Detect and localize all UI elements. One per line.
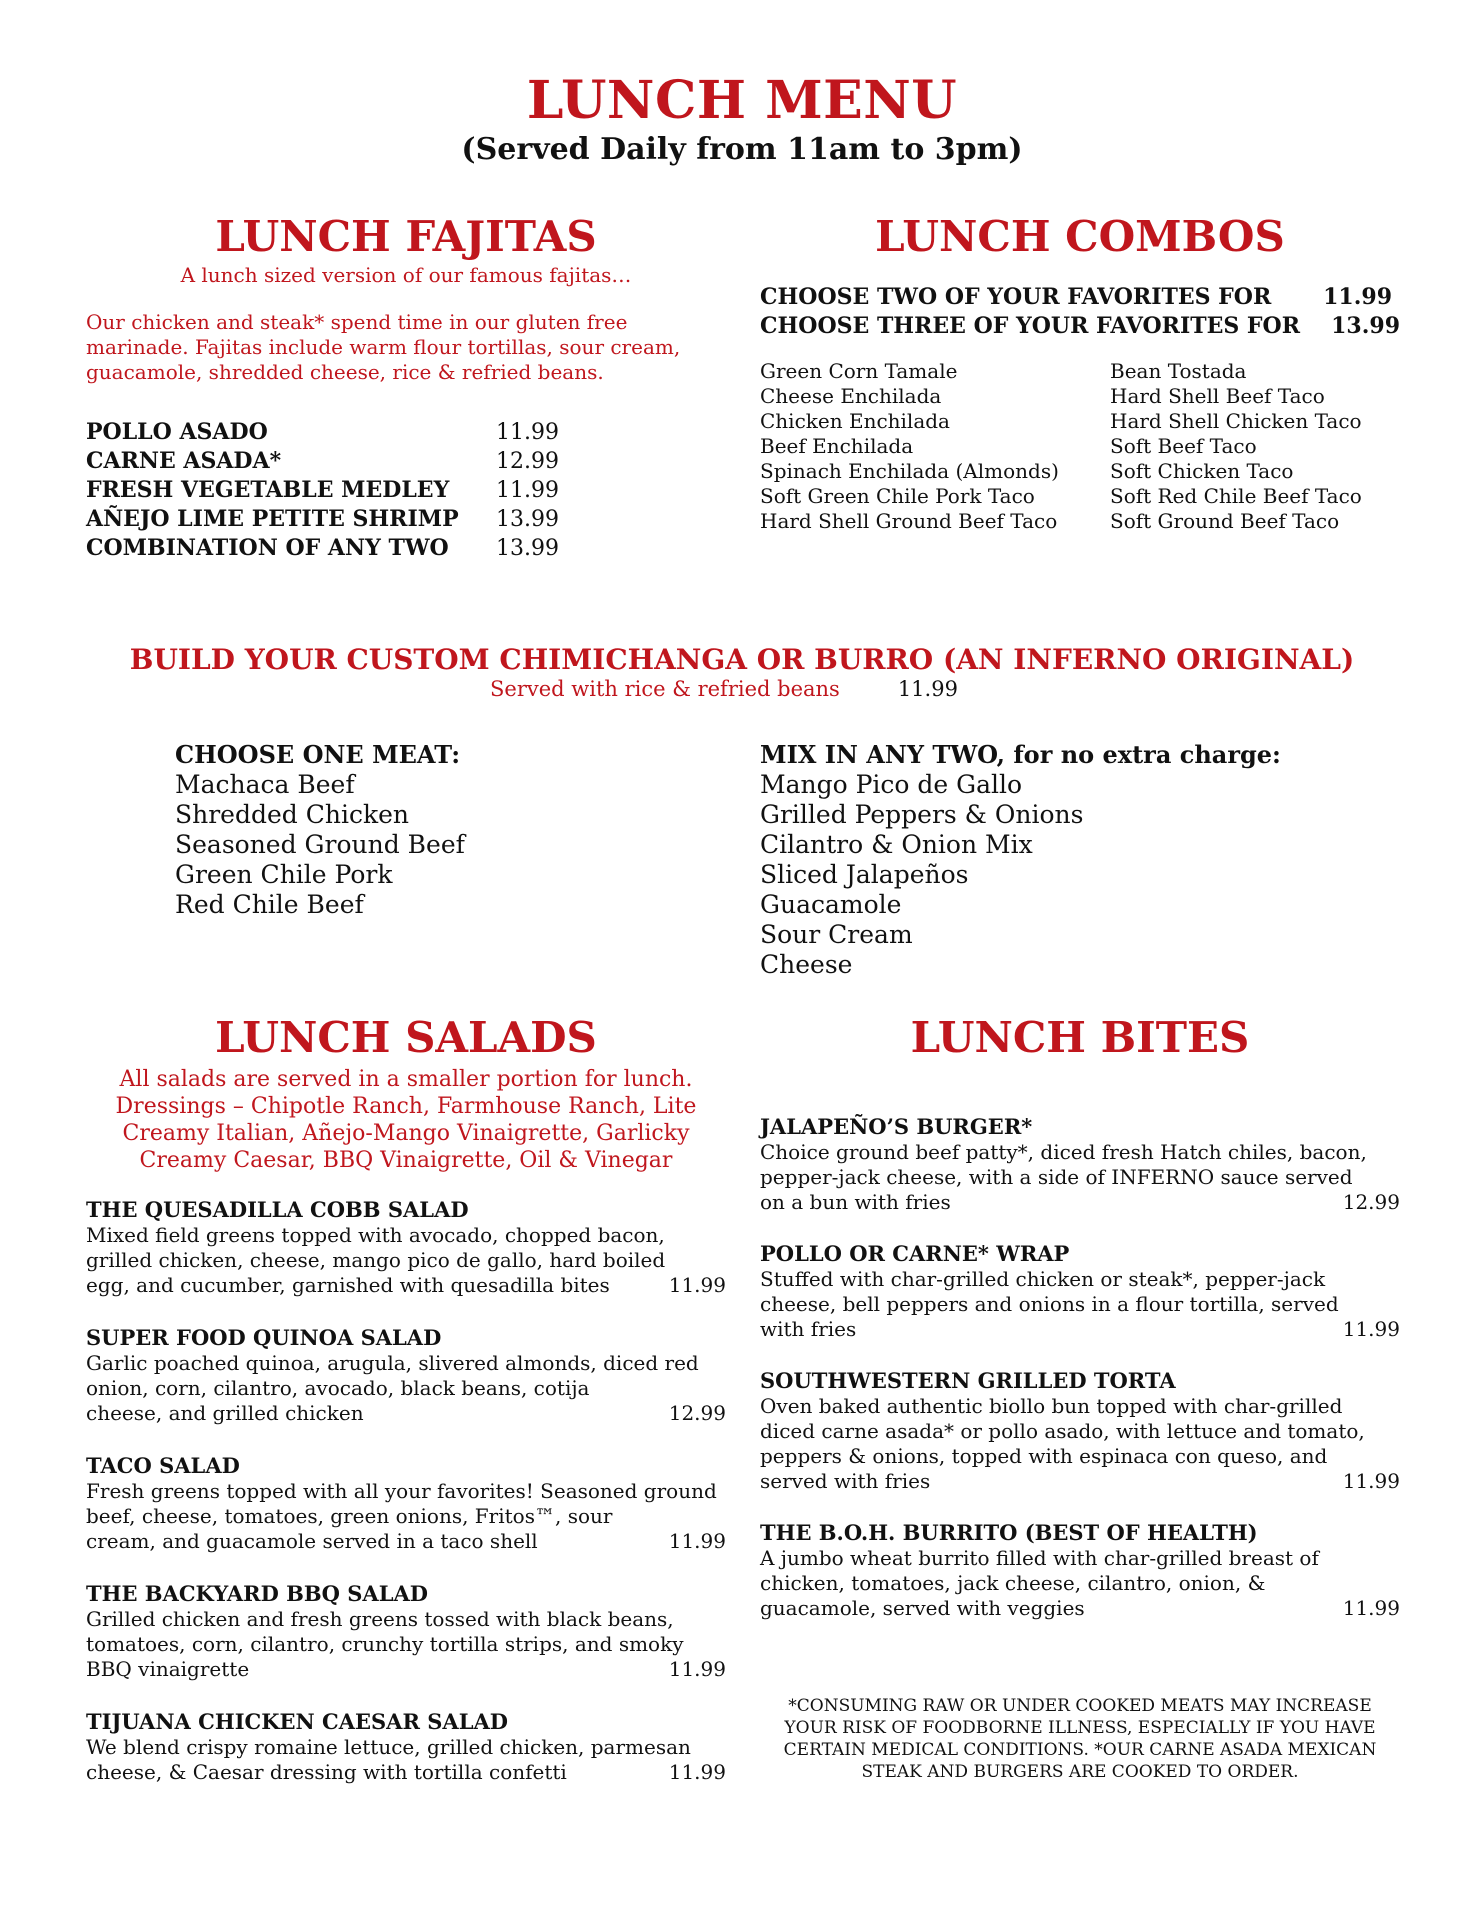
list-item: Spinach Enchilada (Almonds) bbox=[760, 459, 1059, 483]
item-desc: Oven baked authentic biollo bun topped with char-grilled diced carne asada* or pollo asado, with lettuce and tomato, peppers & onions, topped with espinaca con queso, and bbox=[760, 1394, 1365, 1468]
item-price: 11.99 bbox=[668, 1529, 726, 1553]
list-item bbox=[86, 505, 606, 534]
list-item bbox=[86, 447, 606, 476]
list-item: Soft Chicken Taco bbox=[1110, 459, 1294, 483]
salads-title: LUNCH SALADS bbox=[215, 1013, 597, 1062]
list-item: Shredded Chicken bbox=[175, 800, 409, 829]
item-price: 11.99 bbox=[1342, 1596, 1400, 1620]
item-desc: Fresh greens topped with all your favorites! Seasoned ground beef, cheese, tomatoes, green onions, Fritos™, sour bbox=[86, 1479, 717, 1528]
page-title: LUNCH MENU bbox=[526, 70, 958, 131]
item-price: 11.99 bbox=[1342, 1317, 1400, 1341]
list-item: Cheese bbox=[760, 950, 853, 979]
item-price: 11.99 bbox=[668, 1273, 726, 1297]
list-item: Cilantro & Onion Mix bbox=[760, 830, 1033, 859]
list-item: Beef Enchilada bbox=[760, 434, 914, 458]
combos-section bbox=[760, 212, 1400, 534]
item-name: POLLO ASADO bbox=[86, 419, 268, 445]
fajitas-description: Our chicken and steak* spend time in our gluten free marinade. Fajitas include warm flour tortillas, sour cream, guacamole, shredded cheese, rice & refried beans. bbox=[86, 310, 681, 384]
item-name: COMBINATION OF ANY TWO bbox=[86, 535, 449, 561]
item-desc: Grilled chicken and fresh greens tossed with black beans, tomatoes, corn, cilantro, crunchy tortilla strips, and smoky bbox=[86, 1607, 684, 1656]
bite-item bbox=[760, 1368, 1400, 1494]
chimichanga-served-row bbox=[490, 677, 1010, 701]
page-subtitle: (Served Daily from 11am to 3pm) bbox=[461, 132, 1023, 167]
list-item: Mango Pico de Gallo bbox=[760, 770, 1023, 799]
list-item: Hard Shell Beef Taco bbox=[1110, 384, 1325, 408]
meat-heading: CHOOSE ONE MEAT: bbox=[175, 740, 461, 769]
chimichanga-price: 11.99 bbox=[897, 677, 958, 701]
combos-col-2 bbox=[1110, 359, 1400, 534]
bite-item bbox=[760, 1114, 1400, 1215]
salad-item bbox=[86, 1325, 726, 1426]
list-item bbox=[86, 476, 606, 505]
item-name: THE QUESADILLA COBB SALAD bbox=[86, 1197, 469, 1222]
list-item: Sliced Jalapeños bbox=[760, 860, 969, 889]
choose-three-price: 13.99 bbox=[1331, 313, 1400, 339]
list-item bbox=[86, 418, 606, 447]
fajitas-list bbox=[86, 418, 606, 563]
item-desc: A jumbo wheat burrito filled with char-grilled breast of chicken, tomatoes, jack cheese, cilantro, onion, & bbox=[760, 1546, 1319, 1595]
mixin-options bbox=[760, 740, 1400, 980]
item-price: 11.99 bbox=[496, 478, 559, 503]
item-desc-last: served with fries bbox=[760, 1469, 931, 1493]
item-desc: Choice ground beef patty*, diced fresh Hatch chiles, bacon, pepper-jack cheese, with a side of INFERNO sauce served bbox=[760, 1140, 1367, 1189]
item-name: SUPER FOOD QUINOA SALAD bbox=[86, 1325, 442, 1350]
combos-options bbox=[760, 359, 1400, 534]
list-item: Soft Ground Beef Taco bbox=[1110, 509, 1340, 533]
list-item: Sour Cream bbox=[760, 920, 913, 949]
item-price: 13.99 bbox=[496, 536, 559, 561]
list-item: Chicken Enchilada bbox=[760, 409, 950, 433]
combos-pricing bbox=[760, 283, 1400, 341]
item-price: 12.99 bbox=[668, 1401, 726, 1425]
item-desc-last: cheese, and grilled chicken bbox=[86, 1401, 364, 1425]
item-name: AÑEJO LIME PETITE SHRIMP bbox=[86, 506, 459, 532]
item-desc: Garlic poached quinoa, arugula, slivered almonds, diced red onion, corn, cilantro, avocado, black beans, cotija bbox=[86, 1351, 699, 1400]
fajitas-tagline: A lunch sized version of our famous fajitas… bbox=[180, 263, 632, 287]
list-item: Green Chile Pork bbox=[175, 860, 393, 889]
list-item: Machaca Beef bbox=[175, 770, 355, 799]
list-item: Soft Red Chile Beef Taco bbox=[1110, 484, 1362, 508]
salads-intro: All salads are served in a smaller portion for lunch. Dressings – Chipotle Ranch, Farmhouse Ranch, Lite Creamy Italian, Añejo-Mango Vinaigrette, Garlicky Creamy Caesar, BBQ Vinaigrette, Oil & Vinegar bbox=[115, 1067, 697, 1173]
choose-two-price: 11.99 bbox=[1323, 284, 1392, 310]
item-name: TACO SALAD bbox=[86, 1453, 240, 1478]
list-item: Seasoned Ground Beef bbox=[175, 830, 465, 859]
item-price: 11.99 bbox=[496, 420, 559, 445]
item-name: CARNE ASADA* bbox=[86, 448, 282, 474]
item-desc-last: on a bun with fries bbox=[760, 1190, 951, 1214]
list-item: Hard Shell Chicken Taco bbox=[1110, 409, 1362, 433]
combos-title: LUNCH COMBOS bbox=[875, 212, 1285, 261]
chimichanga-served: Served with rice & refried beans bbox=[490, 677, 840, 701]
item-desc-last: guacamole, served with veggies bbox=[760, 1596, 1085, 1620]
list-item: Soft Green Chile Pork Taco bbox=[760, 484, 1035, 508]
bite-item bbox=[760, 1520, 1400, 1621]
list-item: Bean Tostada bbox=[1110, 359, 1247, 383]
item-desc: Stuffed with char-grilled chicken or steak*, pepper-jack cheese, bell peppers and onions in a flour tortilla, served bbox=[760, 1267, 1339, 1316]
item-desc-last: cheese, & Caesar dressing with tortilla confetti bbox=[86, 1760, 567, 1784]
bites-section bbox=[760, 1013, 1400, 1783]
list-item: Hard Shell Ground Beef Taco bbox=[760, 509, 1058, 533]
mix-heading: MIX IN ANY TWO, for no extra charge: bbox=[760, 740, 1281, 769]
item-name: JALAPEÑO’S BURGER* bbox=[760, 1114, 1033, 1139]
disclaimer: *CONSUMING RAW OR UNDER COOKED MEATS MAY INCREASE YOUR RISK OF FOODBORNE ILLNESS, ESPECIALLY IF YOU HAVE CERTAIN MEDICAL CONDITIONS. *OUR CARNE ASADA MEXICAN STEAK AND BURGERS ARE COOKED TO ORDER. bbox=[783, 1696, 1377, 1782]
choose-two-label: CHOOSE TWO OF YOUR FAVORITES FOR bbox=[760, 284, 1272, 310]
item-price: 13.99 bbox=[496, 507, 559, 532]
list-item: Grilled Peppers & Onions bbox=[760, 800, 1084, 829]
item-name: POLLO OR CARNE* WRAP bbox=[760, 1241, 1070, 1266]
item-name: THE BACKYARD BBQ SALAD bbox=[86, 1581, 428, 1606]
item-desc-last: with fries bbox=[760, 1317, 857, 1341]
item-desc: Mixed field greens topped with avocado, chopped bacon, grilled chicken, cheese, mango pico de gallo, hard boiled bbox=[86, 1223, 666, 1272]
item-price: 11.99 bbox=[668, 1657, 726, 1681]
meat-options bbox=[175, 740, 695, 920]
fajitas-section bbox=[86, 212, 726, 563]
list-item: Green Corn Tamale bbox=[760, 359, 958, 383]
chimichanga-title: BUILD YOUR CUSTOM CHIMICHANGA OR BURRO (AN INFERNO ORIGINAL) bbox=[129, 643, 1355, 676]
item-desc-last: cream, and guacamole served in a taco shell bbox=[86, 1529, 538, 1553]
item-price: 11.99 bbox=[1342, 1469, 1400, 1493]
item-price: 12.99 bbox=[1342, 1190, 1400, 1214]
item-name: THE B.O.H. BURRITO (BEST OF HEALTH) bbox=[760, 1520, 1258, 1545]
fajitas-title: LUNCH FAJITAS bbox=[215, 212, 597, 261]
salad-item bbox=[86, 1453, 726, 1554]
list-item: Guacamole bbox=[760, 890, 902, 919]
item-desc: We blend crispy romaine lettuce, grilled chicken, parmesan bbox=[86, 1735, 691, 1759]
choose-three-label: CHOOSE THREE OF YOUR FAVORITES FOR bbox=[760, 313, 1300, 339]
item-price: 12.99 bbox=[496, 449, 559, 474]
list-item: Cheese Enchilada bbox=[760, 384, 942, 408]
item-price: 11.99 bbox=[668, 1760, 726, 1784]
item-desc-last: egg, and cucumber, garnished with quesadilla bites bbox=[86, 1273, 610, 1297]
item-name: FRESH VEGETABLE MEDLEY bbox=[86, 477, 450, 503]
salad-item bbox=[86, 1581, 726, 1682]
list-item: Red Chile Beef bbox=[175, 890, 364, 919]
item-name: TIJUANA CHICKEN CAESAR SALAD bbox=[86, 1709, 508, 1734]
bites-title: LUNCH BITES bbox=[910, 1013, 1250, 1062]
combos-col-1 bbox=[760, 359, 1110, 534]
bite-item bbox=[760, 1241, 1400, 1342]
salad-item bbox=[86, 1709, 726, 1785]
list-item bbox=[86, 534, 606, 563]
item-name: SOUTHWESTERN GRILLED TORTA bbox=[760, 1368, 1176, 1393]
salad-item bbox=[86, 1197, 726, 1298]
item-desc-last: BBQ vinaigrette bbox=[86, 1657, 250, 1681]
salads-section bbox=[86, 1013, 726, 1785]
list-item: Soft Beef Taco bbox=[1110, 434, 1257, 458]
